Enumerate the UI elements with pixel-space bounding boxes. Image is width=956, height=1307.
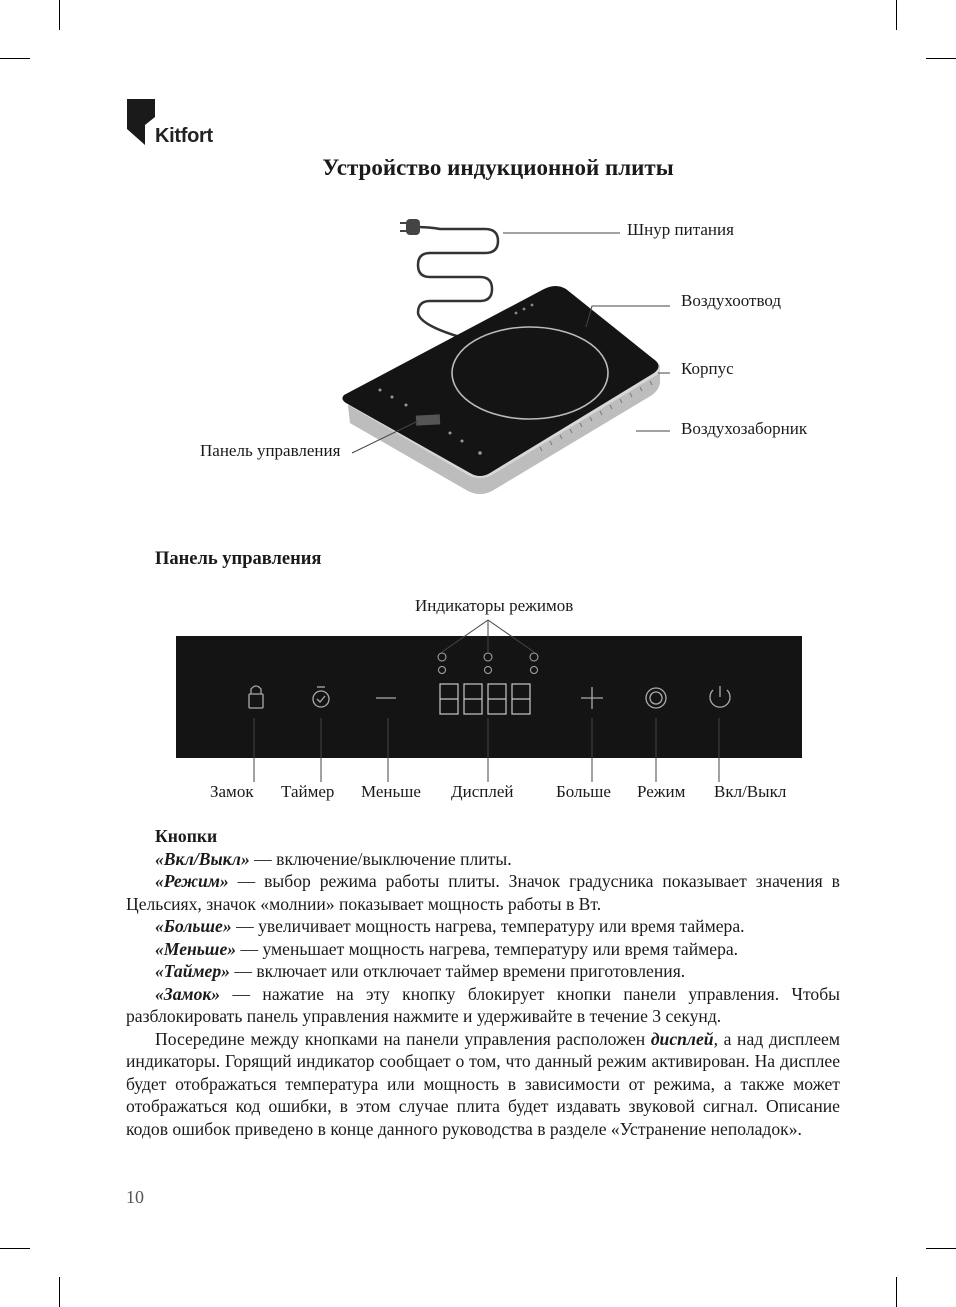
crop-mark — [59, 0, 60, 30]
label-control-panel: Панель управления — [200, 441, 341, 460]
crop-mark — [896, 0, 897, 30]
button-label-power: Вкл/Выкл — [714, 782, 787, 801]
panel-surface — [176, 636, 802, 758]
control-panel-diagram — [170, 590, 810, 810]
crop-mark — [926, 1248, 956, 1249]
description-item: «Таймер» — включает или отключает таймер времени приготовления. — [155, 961, 686, 981]
crop-mark — [0, 58, 30, 59]
buttons-heading: Кнопки — [155, 826, 218, 846]
description-item: «Вкл/Выкл» — включение/выключение плиты. — [155, 848, 512, 869]
description-item: «Меньше» — уменьшает мощность нагрева, температуру или время таймера. — [155, 938, 739, 959]
indicators-label: Индикаторы режимов — [415, 596, 574, 615]
induction-cooker-illustration — [330, 205, 670, 505]
crop-mark — [896, 1277, 897, 1307]
button-label-more: Больше — [556, 782, 611, 801]
description-item: «Больше» — увеличивает мощность нагрева, температуру или время таймера. — [155, 916, 745, 936]
label-cord: Шнур питания — [627, 220, 734, 239]
button-label-less: Меньше — [361, 782, 421, 801]
crop-mark — [0, 1248, 30, 1249]
crop-mark — [926, 58, 956, 59]
brand-name: Kitfort — [155, 125, 213, 147]
description-item: «Режим» — выбор режима работы плиты. Значок градусника показывает значения в Цельсиях, значок «молнии» показывает мощность работы в Вт. — [126, 871, 840, 914]
button-label-lock: Замок — [210, 782, 254, 801]
button-label-timer: Таймер — [281, 782, 335, 801]
button-label-display: Дисплей — [451, 782, 514, 801]
crop-mark — [59, 1277, 60, 1307]
label-body: Корпус — [681, 359, 734, 378]
plug-icon — [400, 219, 420, 235]
display-paragraph: Посередине между кнопками на панели управления расположен дисплей, а над дисплеем индикаторы. Горящий индикатор сообщает о том, что данный режим активирован. На дисплее будет отображаться температура или мощность в зависимости от режима, а также может отображаться код ошибки, в этом случае плита будет издавать звуковой сигнал. Описание кодов ошибок приведено в конце данного руководства в разделе «Устранение неполадок». — [126, 1028, 840, 1139]
buttons-description — [126, 825, 840, 1140]
page-number: 10 — [126, 1187, 144, 1207]
control-panel-heading: Панель управления — [155, 549, 322, 569]
description-item: «Замок» — нажатие на эту кнопку блокирует кнопки панели управления. Чтобы разблокировать панель управления нажмите и удерживайте в течение 3 секунд. — [126, 983, 840, 1026]
label-air-inlet: Воздухозаборник — [681, 419, 808, 438]
label-air-outlet: Воздухоотвод — [681, 291, 782, 310]
page-title: Устройство индукционной плиты — [322, 155, 674, 180]
button-label-mode: Режим — [637, 782, 686, 801]
